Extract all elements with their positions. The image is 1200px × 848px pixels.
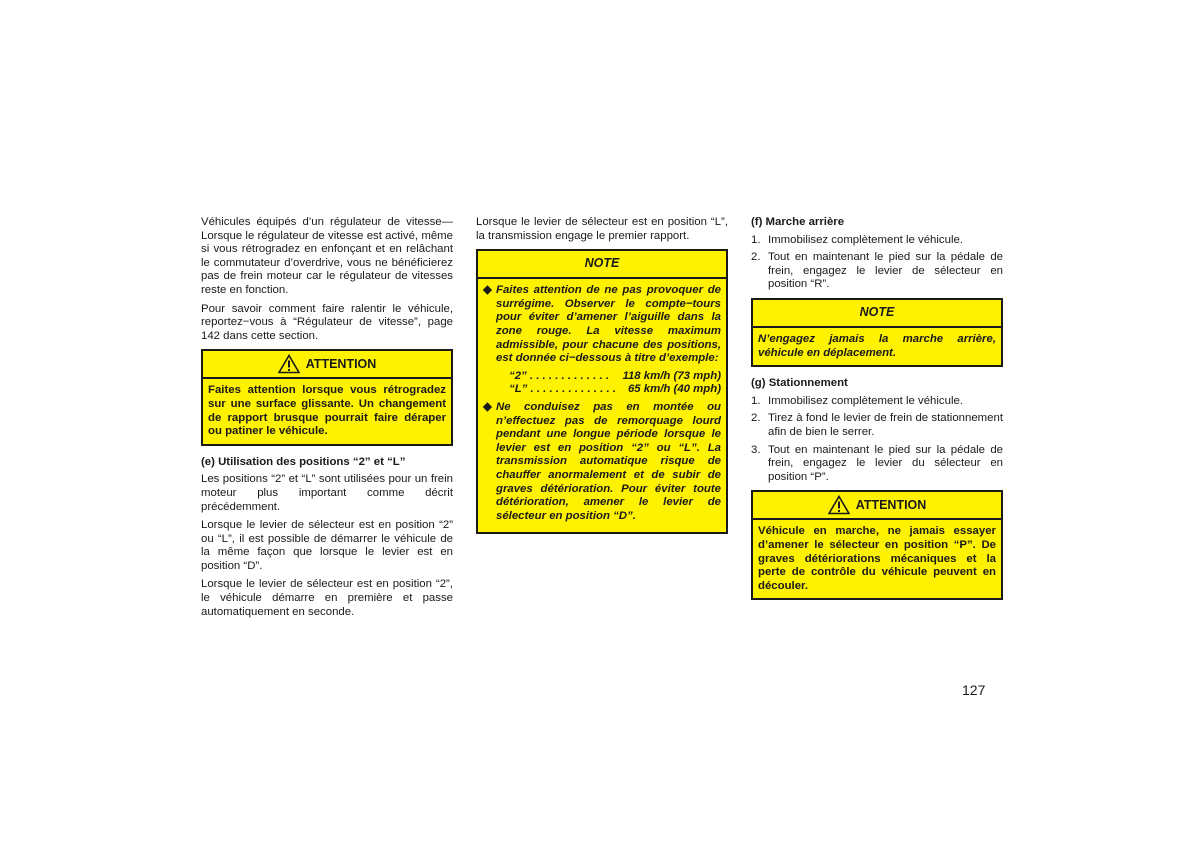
bullet-text: Ne conduisez pas en montée ou n’effectuez pas de remorquage lourd pendant une longue période lorsque le levier est en position “2” ou “L”. La transmission automatique risque de chauffer anormalement et de subir de graves détérioration. Pour éviter toute détérioration, amener le levier de sélecteur en position “D”. <box>496 400 721 522</box>
note-box <box>751 298 1003 367</box>
attention-text: Faites attention lorsque vous rétrogradez sur une surface glissante. Un changement de rapport brusque pourrait faire déraper ou patiner le véhicule. <box>208 384 446 438</box>
note-title: NOTE <box>584 256 620 271</box>
section-heading: (e) Utilisation des positions “2” et “L” <box>201 455 406 468</box>
step-text: Tout en maintenant le pied sur la pédale de frein, engagez le levier du sélecteur en position “P”. <box>768 443 1003 483</box>
column-middle <box>476 216 728 544</box>
step-text: Tout en maintenant le pied sur la pédale de frein, engagez le levier de sélecteur en position “R”. <box>768 251 1003 291</box>
bullet-item <box>483 284 721 366</box>
steps-list-f <box>751 234 1003 292</box>
bullet-text: Faites attention de ne pas provoquer de surrégime. Observer le compte−tours pour éviter d’amener l’aiguille dans la zone rouge. La vitesse maximum admissible, pour chacune des positions, est donnée ci−dessous à titre d’exemple: <box>496 284 721 365</box>
warning-triangle-icon <box>828 495 850 515</box>
attention-header <box>203 351 451 379</box>
attention-header <box>753 492 1001 520</box>
speed-value: 65 km/h (40 mph) <box>627 383 721 396</box>
step-text: Immobilisez complètement le véhicule. <box>768 233 963 246</box>
speed-value: 118 km/h (73 mph) <box>622 369 721 382</box>
speed-row <box>483 383 721 397</box>
note-body <box>478 279 726 532</box>
list-item <box>751 444 1003 485</box>
list-item <box>751 234 1003 248</box>
step-text: Tirez à fond le levier de frein de stationnement afin de bien le serrer. <box>768 412 1003 438</box>
paragraph: Véhicules équipés d’un régulateur de vitesse—Lorsque le régulateur de vitesse est activé, même si vous rétrogradez en enfonçant et en relâchant le commutateur d’overdrive, vous ne bénéficierez pas de frein moteur car le régulateur de vitesses reste en fonction. <box>201 216 453 296</box>
steps-list-g <box>751 395 1003 485</box>
warning-triangle-icon <box>278 354 300 374</box>
step-number: 3. <box>751 443 761 456</box>
paragraph: Pour savoir comment faire ralentir le véhicule, reportez−vous à “Régulateur de vitesse”, page 142 dans cette section. <box>201 302 453 342</box>
speed-label: “L” . . . . . . . . . . . . . . <box>509 383 616 396</box>
note-box <box>476 249 728 534</box>
step-number: 1. <box>751 233 761 246</box>
attention-title: ATTENTION <box>855 497 927 512</box>
diamond-bullet-icon: ◆ <box>483 284 492 297</box>
list-item <box>751 251 1003 292</box>
page-number: 127 <box>962 682 986 698</box>
attention-text: Véhicule en marche, ne jamais essayer d’amener le sélecteur en position “P”. De graves détériorations mécaniques et la perte de contrôle du véhicule peuvent en découler. <box>758 525 996 592</box>
list-item <box>751 395 1003 409</box>
section-heading: (g) Stationnement <box>751 377 848 390</box>
list-item <box>751 412 1003 439</box>
section-heading: (f) Marche arrière <box>751 216 845 228</box>
note-title: NOTE <box>859 305 895 320</box>
paragraph: Lorsque le levier de sélecteur est en position “2” ou “L”, il est possible de démarrer le véhicule de la même façon que lorsque le levier est en position “D”. <box>201 519 453 572</box>
step-number: 2. <box>751 412 761 425</box>
attention-box <box>751 490 1003 600</box>
step-number: 2. <box>751 251 761 264</box>
note-header <box>478 251 726 279</box>
attention-title: ATTENTION <box>305 356 377 371</box>
column-left <box>201 216 453 624</box>
note-header <box>753 300 1001 328</box>
step-text: Immobilisez complètement le véhicule. <box>768 394 963 407</box>
column-right <box>751 216 1003 610</box>
note-text: N’engagez jamais la marche arrière, véhicule en déplacement. <box>758 332 996 359</box>
paragraph: Lorsque le levier de sélecteur est en position “L”, la transmission engage le premier rapport. <box>476 216 728 242</box>
attention-box <box>201 349 453 445</box>
diamond-bullet-icon: ◆ <box>483 400 492 413</box>
paragraph: Les positions “2” et “L” sont utilisées pour un frein moteur plus important comme décrit précédemment. <box>201 473 453 513</box>
bullet-item <box>483 401 721 523</box>
paragraph: Lorsque le levier de sélecteur est en position “2”, le véhicule démarre en première et passe automatiquement en seconde. <box>201 578 453 618</box>
step-number: 1. <box>751 394 761 407</box>
speed-row <box>483 370 721 384</box>
speed-label: “2” . . . . . . . . . . . . . <box>509 369 610 382</box>
